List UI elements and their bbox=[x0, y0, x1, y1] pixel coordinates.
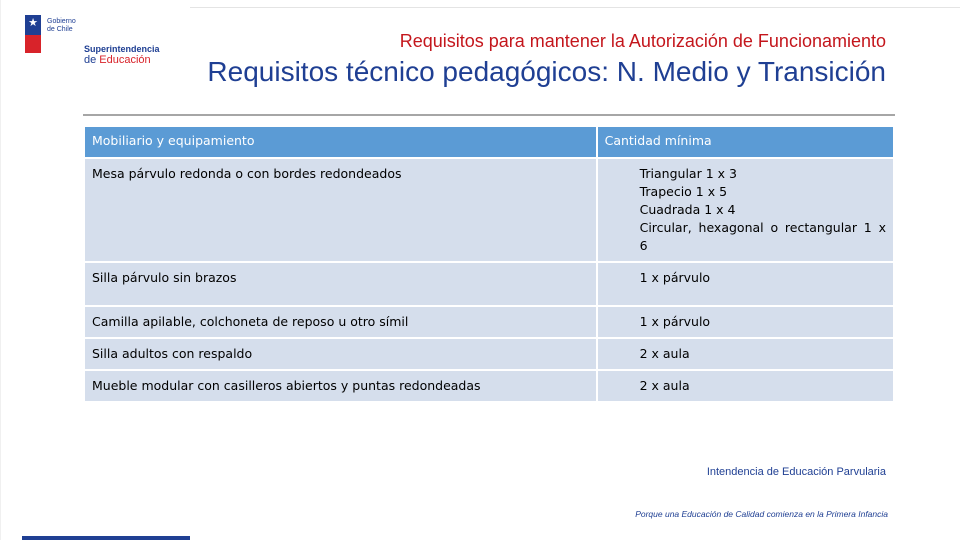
superintendencia-logo bbox=[22, 13, 162, 73]
table-header-row bbox=[84, 126, 894, 158]
gobierno-label: Gobierno de Chile bbox=[47, 18, 76, 33]
qty-cell bbox=[597, 370, 894, 402]
slide-subtitle: Requisitos para mantener la Autorización de Funcionamiento bbox=[399, 31, 886, 51]
qty-line: 2 x aula bbox=[639, 378, 690, 393]
item-cell: Camilla apilable, colchoneta de reposo u otro símil bbox=[84, 306, 597, 338]
top-rule bbox=[190, 7, 960, 8]
title-divider bbox=[83, 114, 895, 116]
item-cell: Silla adultos con respaldo bbox=[84, 338, 597, 370]
qty-line: Circular, hexagonal o rectangular 1 x bbox=[639, 220, 886, 235]
table-row bbox=[84, 262, 894, 306]
requirements-table bbox=[83, 125, 895, 403]
item-cell: Silla párvulo sin brazos bbox=[84, 262, 597, 306]
footer-bar bbox=[22, 536, 190, 540]
item-cell: Mueble modular con casilleros abiertos y puntas redondeadas bbox=[84, 370, 597, 402]
qty-line: Cuadrada 1 x 4 bbox=[639, 202, 736, 217]
column-header-qty: Cantidad mínima bbox=[597, 126, 894, 158]
logo-line1: Superintendencia bbox=[84, 44, 160, 54]
qty-line: Trapecio 1 x 5 bbox=[639, 184, 728, 199]
chile-flag-icon: ★ Gobierno de Chile bbox=[25, 15, 75, 35]
column-header-item: Mobiliario y equipamiento bbox=[84, 126, 597, 158]
qty-cell bbox=[597, 338, 894, 370]
logo-line2-accent: Educación bbox=[99, 54, 151, 66]
table-row bbox=[84, 370, 894, 402]
footer-slogan: Porque una Educación de Calidad comienza en la Primera Infancia bbox=[635, 509, 888, 519]
item-cell: Mesa párvulo redonda o con bordes redondeados bbox=[84, 158, 597, 262]
slide-title: Requisitos técnico pedagógicos: N. Medio y Transición bbox=[207, 56, 886, 87]
table-row bbox=[84, 338, 894, 370]
qty-cell bbox=[597, 262, 894, 306]
logo-line2 bbox=[84, 54, 151, 66]
qty-line: 2 x aula bbox=[639, 346, 690, 361]
left-edge-line bbox=[0, 0, 1, 540]
logo-line2-prefix: de bbox=[84, 54, 100, 66]
qty-line: Triangular 1 x 3 bbox=[639, 166, 737, 181]
qty-cell bbox=[597, 306, 894, 338]
table-row bbox=[84, 158, 894, 262]
qty-line: 1 x párvulo bbox=[639, 314, 711, 329]
table-row bbox=[84, 306, 894, 338]
qty-line: 6 bbox=[639, 238, 648, 253]
qty-line: 1 x párvulo bbox=[639, 270, 711, 285]
footer-org: Intendencia de Educación Parvularia bbox=[706, 466, 886, 478]
qty-cell bbox=[597, 158, 894, 262]
